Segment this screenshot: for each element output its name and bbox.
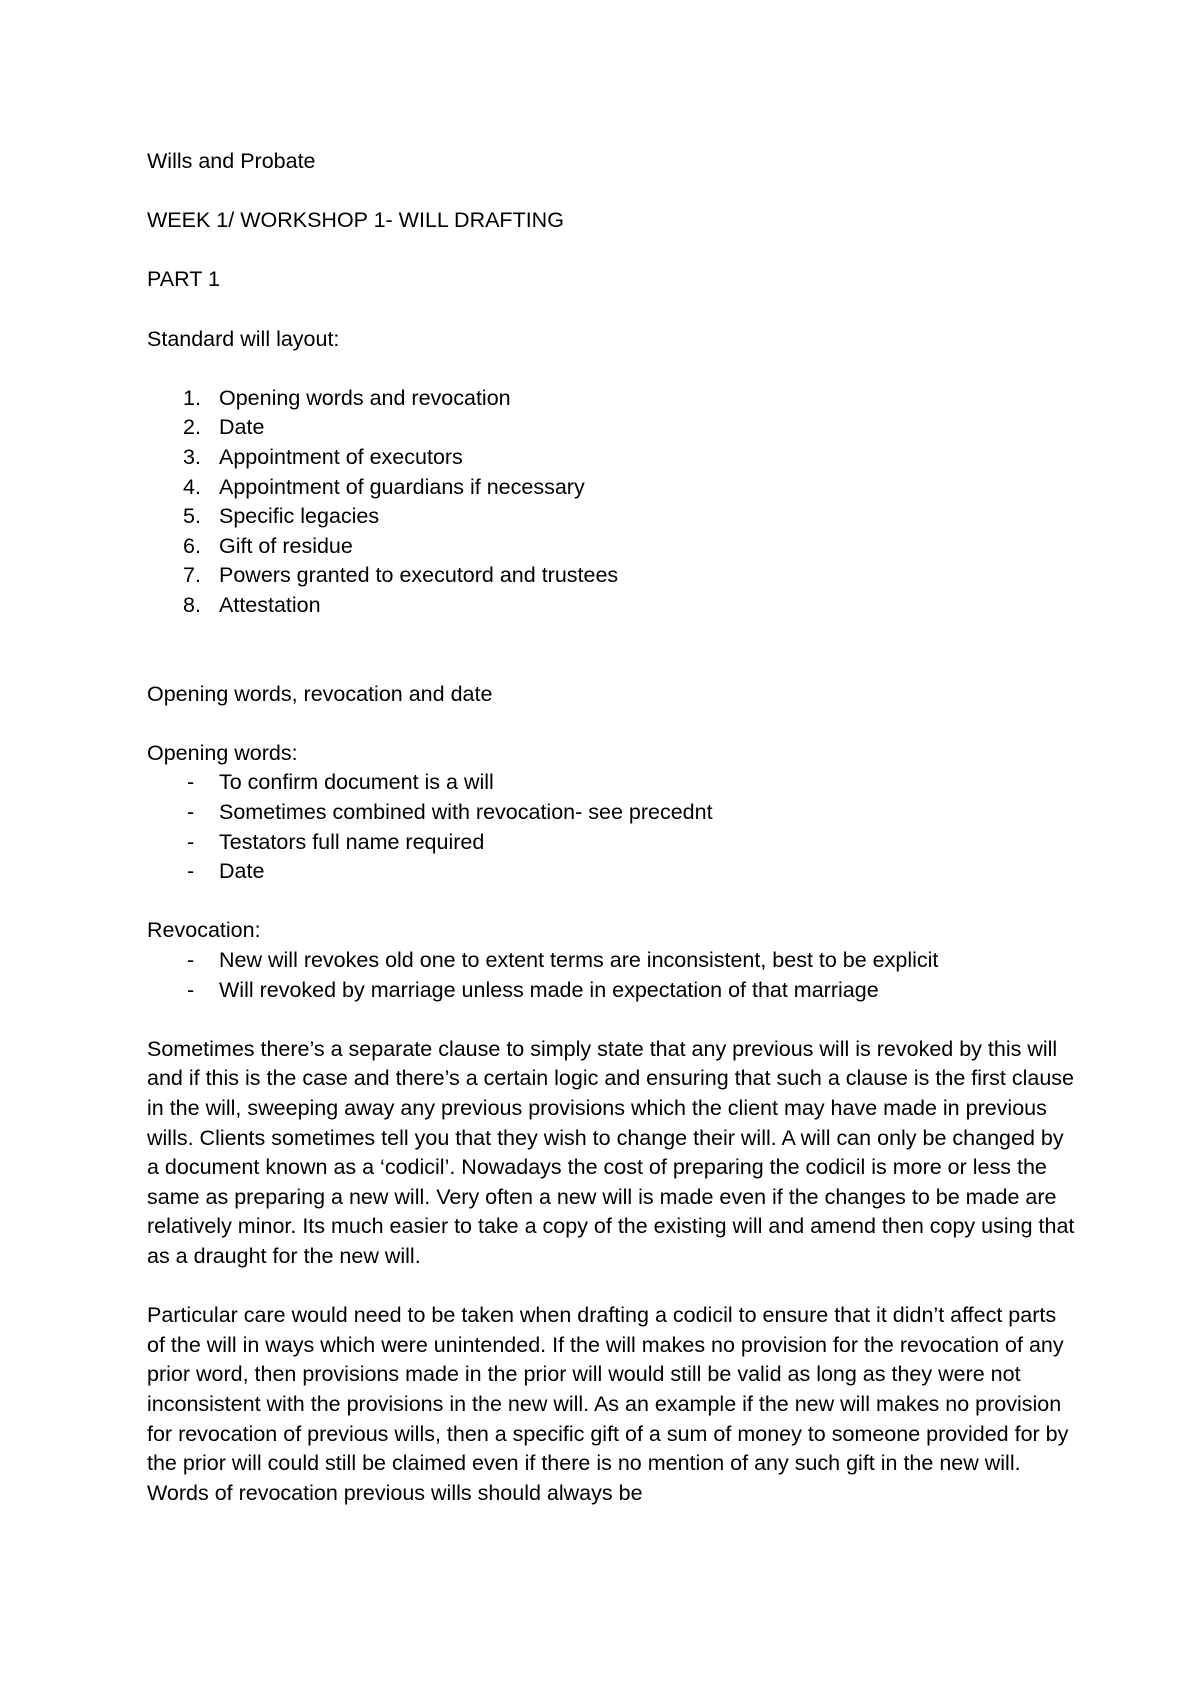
list-item: 3. Appointment of executors	[183, 444, 463, 469]
list-item: 5. Specific legacies	[183, 504, 380, 529]
body-paragraph: Sometimes there’s a separate clause to simply state that any previous will is revoked by this will and if this is the case and there’s a certain logic and ensuring that such a clause is the first clause in the will, sweeping away any previous provisions which the client may have made in previous wills. Clients sometimes tell you that they wish to change their will. A will can only be changed by a document known as a ‘codicil’. Nowadays the cost of preparing the codicil is more or less the same as preparing a new will. Very often a new will is made even if the changes to be made are relatively minor. Its much easier to take a copy of the existing will and amend then copy using that as a draught for the new will.	[147, 1036, 1075, 1268]
list-item: - Date	[187, 859, 265, 884]
document-page	[147, 147, 1077, 1508]
body-paragraph: Particular care would need to be taken when drafting a codicil to ensure that it didn’t affect parts of the will in ways which were unintended. If the will makes no provision for the revocation of any prior word, then provisions made in the prior will would still be valid as long as they were not inconsistent with the provisions in the new will. As an example if the new will makes no provision for revocation of previous wills, then a specific gift of a sum of money to someone provided for by the prior will could still be claimed even if there is no mention of any such gift in the new will. Words of revocation previous wills should always be	[147, 1303, 1069, 1505]
document-title: Wills and Probate	[147, 149, 316, 173]
list-item: - Sometimes combined with revocation- see precednt	[187, 800, 713, 825]
will-layout-list	[147, 384, 1077, 621]
list-item: 2. Date	[183, 415, 265, 440]
list-item: - Will revoked by marriage unless made in expectation of that marriage	[187, 977, 879, 1002]
list-item: 8. Attestation	[183, 592, 321, 617]
list-item: - Testators full name required	[187, 829, 485, 854]
list-item: 1. Opening words and revocation	[183, 385, 511, 410]
opening-words-list	[147, 768, 1077, 886]
layout-heading: Standard will layout:	[147, 326, 340, 351]
section-heading: Opening words, revocation and date	[147, 681, 493, 706]
revocation-list	[147, 946, 1077, 1005]
list-item: 7. Powers granted to executord and trustees	[183, 563, 619, 588]
opening-words-heading: Opening words:	[147, 740, 298, 765]
list-item: 4. Appointment of guardians if necessary	[183, 474, 585, 499]
part-heading: PART 1	[147, 267, 220, 292]
list-item: 6. Gift of residue	[183, 533, 353, 558]
revocation-heading: Revocation:	[147, 918, 261, 943]
week-heading: WEEK 1/ WORKSHOP 1- WILL DRAFTING	[147, 208, 564, 233]
list-item: - New will revokes old one to extent terms are inconsistent, best to be explicit	[187, 948, 939, 973]
list-item: - To confirm document is a will	[187, 770, 494, 795]
